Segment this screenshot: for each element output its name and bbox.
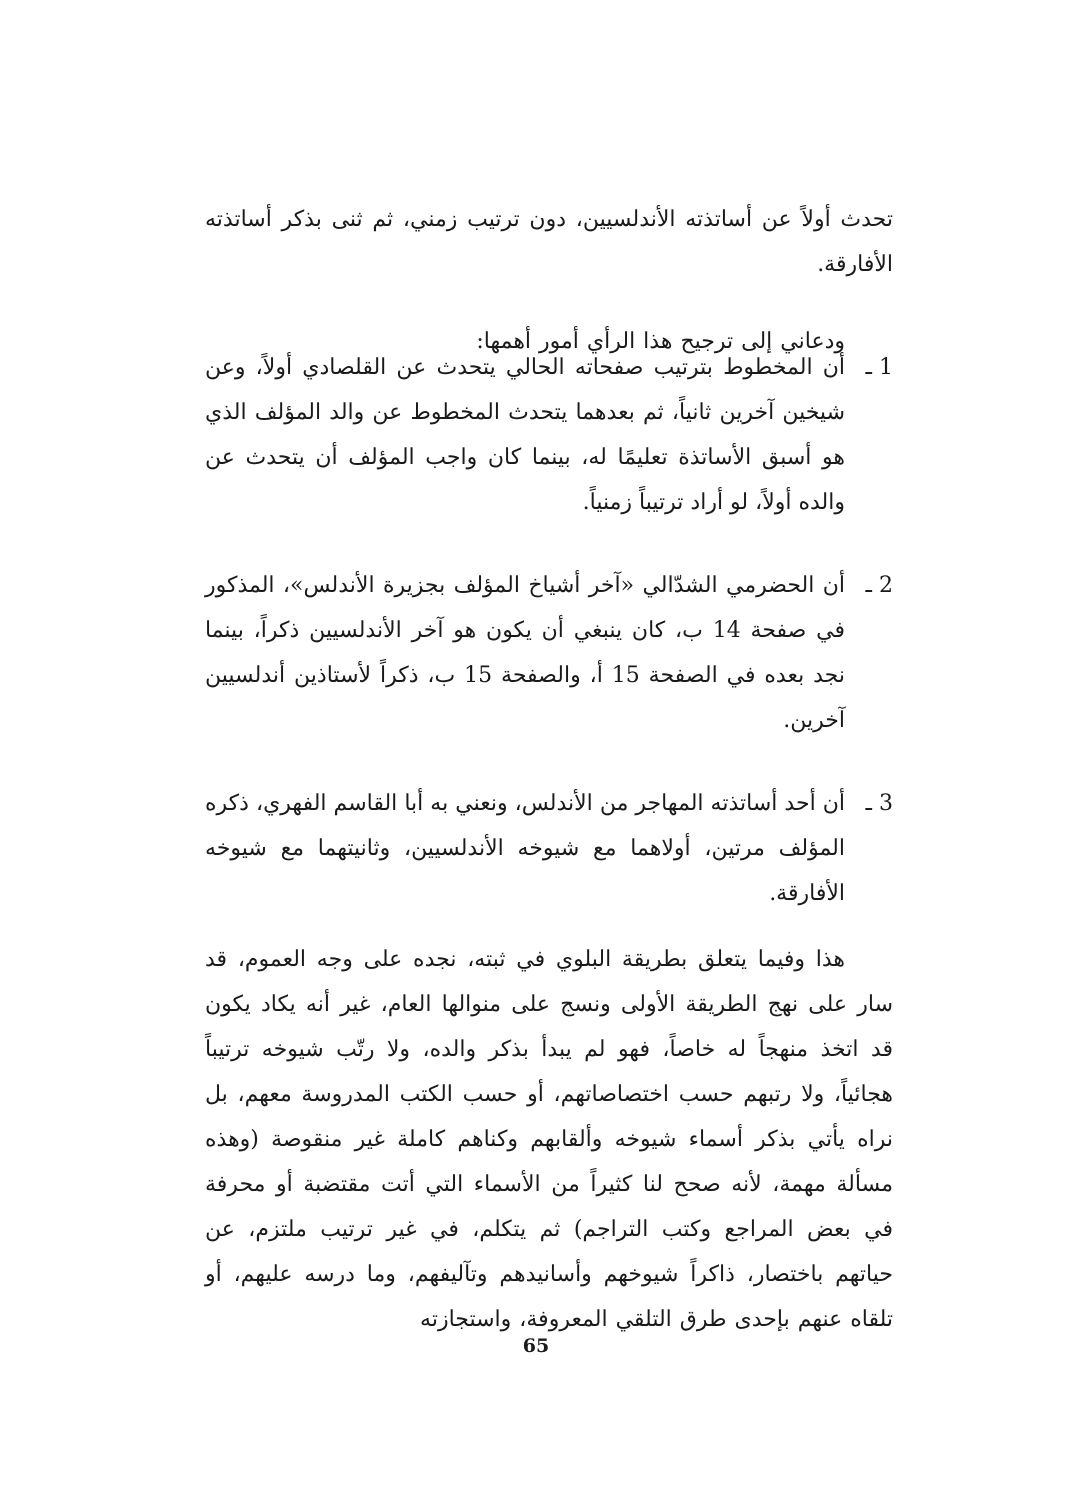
lead-sentence: ودعاني إلى ترجيح هذا الرأي أمور أهمها: (476, 329, 845, 354)
list-item-number: 2 ـ (865, 573, 893, 598)
page-number: 65 (522, 1335, 550, 1357)
list-item-text: أن الحضرمي الشدّالي «آخر أشياخ المؤلف بجزيرة الأندلس»، المذكور في صفحة 14 ب، كان ينبغي أن يكون هو آخر الأندلسيين ذكراً، بينما نجد بعده في الصفحة 15 أ، والصفحة 15 ب، ذكراً لأستاذين أندلسيين آخرين. (205, 573, 845, 733)
reasons-list (205, 345, 893, 954)
body-paragraph: هذا وفيما يتعلق بطريقة البلوي في ثبته، نجده على وجه العموم، قد سار على نهج الطريقة الأولى ونسج على منوالها العام، غير أنه يكاد يكون قد اتخذ منهجاً له خاصاً، فهو لم يبدأ بذكر والده، ولا رتّب شيوخه ترتيباً هجائياً، ولا رتبهم حسب اختصاصاتهم، أو حسب الكتب المدروسة معهم، بل نراه يأتي بذكر أسماء شيوخه وألقابهم وكناهم كاملة غير منقوصة (وهذه مسألة مهمة، لأنه صحح لنا كثيراً من الأسماء التي أتت مقتضبة أو محرفة في بعض المراجع وكتب التراجم) ثم يتكلم، في غير ترتيب ملتزم، عن حياتهم باختصار، ذاكراً شيوخهم وأسانيدهم وتآليفهم، وما درسه عليهم، أو تلقاه عنهم بإحدى طرق التلقي المعروفة، واستجازته (205, 947, 893, 1332)
list-item (205, 345, 893, 525)
list-item (205, 781, 893, 916)
intro-paragraph: تحدث أولاً عن أساتذته الأندلسيين، دون ترتيب زمني، ثم ثنى بذكر أساتذته الأفارقة. (205, 207, 893, 277)
list-item-number: 1 ـ (865, 355, 893, 380)
list-item (205, 563, 893, 743)
list-item-text: أن أحد أساتذته المهاجر من الأندلس، ونعني به أبا القاسم الفهري، ذكره المؤلف مرتين، أولاهما مع شيوخه الأندلسيين، وثانيتهما مع شيوخه الأفارقة. (205, 791, 845, 906)
list-item-number: 3 ـ (865, 791, 893, 816)
list-item-text: أن المخطوط بترتيب صفحاته الحالي يتحدث عن القلصادي أولاً، وعن شيخين آخرين ثانياً، ثم بعدهما يتحدث المخطوط عن والد المؤلف الذي هو أسبق الأساتذة تعليمًا له، بينما كان واجب المؤلف أن يتحدث عن والده أولاً، لو أراد ترتيباً زمنياً. (205, 355, 845, 515)
